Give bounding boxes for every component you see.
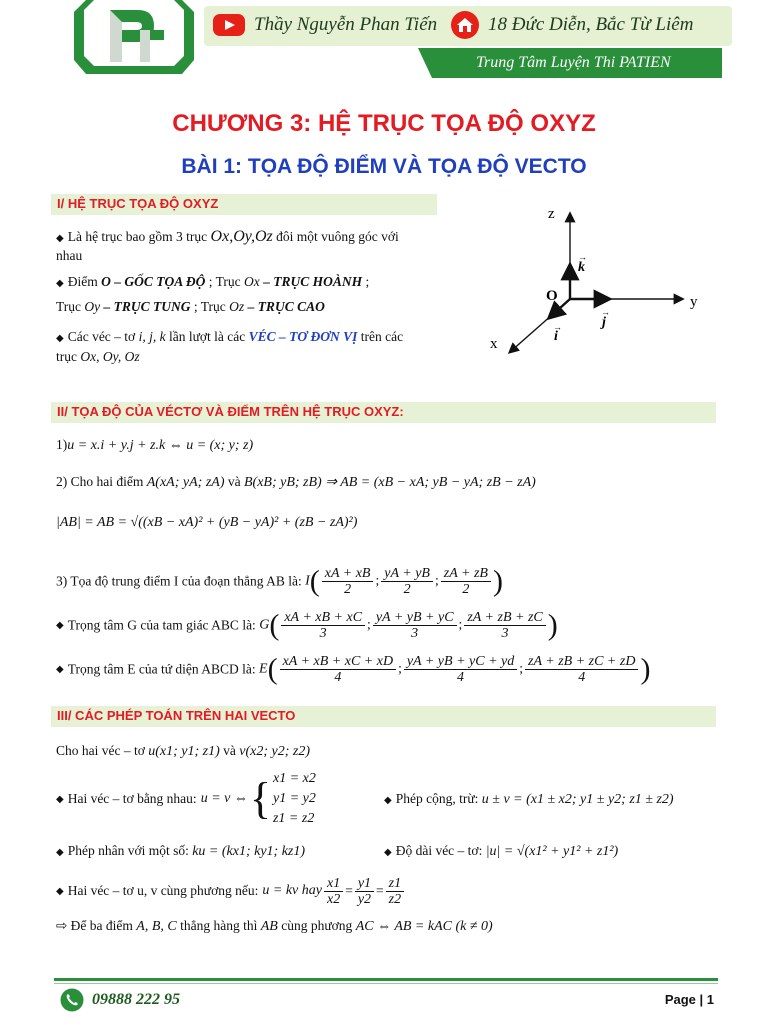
- equal-math: u = v ⇔: [200, 791, 248, 806]
- s1-text: Trục: [56, 299, 82, 314]
- s3-add: ◆ Phép cộng, trừ: u ± v = (x1 ± x2; y1 ± y2; z1 ± z2): [384, 791, 674, 807]
- points-math: A, B, C: [136, 919, 177, 934]
- s1-math: Oz: [229, 299, 245, 314]
- footer-line: [54, 978, 718, 981]
- s1-text: trên các: [360, 329, 404, 344]
- s3-text: ⇨ Để ba điểm: [56, 918, 133, 933]
- k-arrow-icon: →: [578, 252, 587, 262]
- formula-5: ◆ Trọng tâm E của tứ diện ABCD là: E( $\frac{xA + xB + xC + xD}{4}$ ; $\frac{yA + yB + yC + yd}{4}$ ; $\frac{zA + zB + zC + zD}{4}$ ): [56, 652, 651, 686]
- f3-lhs: I: [305, 573, 310, 589]
- center-banner: [418, 48, 722, 78]
- ac-math: AC ⇔ AB = kAC (k ≠ 0): [355, 919, 493, 934]
- f1-number: 1): [56, 437, 68, 452]
- length-math: |u| = √(x1² + y1² + z1²): [485, 844, 619, 859]
- f5-lhs: E: [259, 661, 268, 677]
- footer-page: Page | 1: [664, 992, 714, 1007]
- s3-mul: ◆ Phép nhân với một số: ku = (kx1; ky1; kz1): [56, 843, 306, 859]
- s1-line3: [56, 299, 325, 315]
- s3-intro: [56, 743, 310, 760]
- s3-length: ◆ Độ dài véc – tơ: |u| = √(x1² + y1² + z1²): [384, 843, 619, 859]
- collinear-math: u = kv hay: [262, 883, 322, 898]
- s1-math: Ox, Oy, Oz: [80, 349, 140, 364]
- s1-line1: ◆ Là hệ trục bao gồm 3 trục Ox,Oy,Oz đôi một vuông góc với: [56, 228, 399, 245]
- s3-text: Phép nhân với một số:: [67, 843, 189, 858]
- x-label: x: [490, 336, 498, 352]
- vector-u-math: u(x1; y1; z1): [148, 744, 220, 759]
- s3-text: Hai véc – tơ bằng nhau:: [67, 791, 197, 806]
- vector-ab-math: B(xB; yB; zB) ⇒ AB = (xB − xA; yB − yA; zB − zA): [243, 475, 536, 490]
- ab-math: AB: [260, 919, 278, 934]
- lesson-title: BÀI 1: TỌA ĐỘ ĐIỂM VÀ TỌA ĐỘ VECTO: [181, 155, 587, 178]
- s1-line1b: nhau: [56, 248, 83, 263]
- f2-and: và: [227, 474, 241, 489]
- s3-text: thẳng hàng thì: [180, 918, 258, 933]
- s3-text: Cho hai véc – tơ: [56, 743, 145, 758]
- formula-4: ◆ Trọng tâm G của tam giác ABC là: G( $\frac{xA + xB + xC}{3}$ ; $\frac{yA + yB + yC}{3}$ ; $\frac{zA + zB + zC}{3}$ ): [56, 608, 558, 642]
- f2-text: 2) Cho hai điểm: [56, 474, 144, 489]
- chapter-title: CHƯƠNG 3: HỆ TRỤC TỌA ĐỘ OXYZ: [172, 110, 596, 137]
- teacher-name: Thầy Nguyễn Phan Tiến: [254, 14, 438, 35]
- address: 18 Đức Diễn, Bắc Từ Liêm: [488, 14, 694, 35]
- s1-text: Các véc – tơ: [67, 329, 136, 344]
- s3-collinear-points: [56, 918, 493, 935]
- f4-text: Trọng tâm G của tam giác ABC là:: [67, 617, 256, 633]
- frac: $\frac{yA + yB + yC + yd}{4}$: [404, 654, 517, 685]
- frac: $\frac{zA + zB + zC + zD}{4}$: [525, 654, 638, 685]
- f4-lhs: G: [259, 617, 270, 633]
- equal-system: x1 = x2 y1 = y2 z1 = z2: [272, 771, 316, 826]
- point-a-math: A(xA; yA; zA): [146, 475, 225, 490]
- section1-heading: I/ HỆ TRỤC TỌA ĐỘ OXYZ: [57, 196, 219, 211]
- s3-text: cùng phương: [281, 918, 353, 933]
- frac: $\frac{yA + yB}{2}$: [381, 566, 433, 597]
- center-name: Trung Tâm Luyện Thi PATIEN: [476, 54, 671, 71]
- add-math: u ± v = (x1 ± x2; y1 ± y2; z1 ± z2): [481, 792, 674, 807]
- s1-text: trục: [56, 349, 77, 364]
- s3-text: Độ dài véc – tơ:: [395, 843, 483, 858]
- s1-text: ;: [365, 274, 370, 289]
- frac: $\frac{xA + xB}{2}$: [322, 566, 374, 597]
- s1-text: lần lượt là các: [168, 329, 246, 344]
- logo: [68, 0, 200, 78]
- frac: $\frac{y1}{y2}$: [355, 876, 374, 907]
- section3-heading-bar: [51, 706, 716, 727]
- s1-line2: ◆ Điểm O – GỐC TỌA ĐỘ ; Trục Ox – TRỤC HOÀNH ;: [56, 274, 370, 289]
- formula-length: |AB| = AB = √((xB − xA)² + (yB − yA)² + (zB − zA)²): [56, 515, 358, 530]
- section3-heading: III/ CÁC PHÉP TOÁN TRÊN HAI VECTO: [57, 708, 296, 723]
- s1-math: Oy: [84, 299, 101, 314]
- axes-math: Ox,Oy,Oz: [210, 228, 273, 245]
- footer-line-thin: [54, 983, 718, 984]
- unit-vector-term: VÉC – TƠ ĐƠN VỊ: [248, 329, 358, 344]
- axes-svg: [470, 196, 730, 366]
- s1-line4b: [56, 349, 140, 365]
- s3-collinear: ◆ Hai véc – tơ u, v cùng phương nếu: u = kv hay $\frac{x1}{x2}$ = $\frac{y1}{y2}$ = $\frac{z1}{z2}$: [56, 872, 406, 910]
- phone-icon: [60, 988, 84, 1012]
- z-label: z: [548, 206, 555, 222]
- youtube-icon: [212, 12, 246, 38]
- i-label: i: [554, 329, 558, 344]
- frac: $\frac{x1}{x2}$: [324, 876, 343, 907]
- s1-text: ; Trục: [193, 299, 226, 314]
- s1-line4: ◆ Các véc – tơ i, j, k lần lượt là các VÉC – TƠ ĐƠN VỊ trên các: [56, 329, 404, 344]
- origin-term: O – GỐC TỌA ĐỘ: [101, 274, 206, 289]
- j-label: j: [602, 315, 606, 330]
- formula-2: [56, 474, 536, 491]
- axes-diagram: [470, 196, 730, 366]
- s3-equal: ◆ Hai véc – tơ bằng nhau: u = v ⇔ { x1 = x2 y1 = y2 z1 = z2: [56, 768, 316, 830]
- f5-text: Trọng tâm E của tứ diện ABCD là:: [67, 661, 256, 677]
- vector-v-math: v(x2; y2; z2): [239, 744, 311, 759]
- frac: $\frac{xA + xB + xC + xD}{4}$: [280, 654, 397, 685]
- s1-text: đôi một vuông góc với: [276, 229, 399, 244]
- k-label: k: [578, 260, 585, 275]
- j-arrow-icon: →: [601, 307, 610, 317]
- s3-text: Phép cộng, trừ:: [395, 791, 479, 806]
- s3-text: và: [223, 743, 236, 758]
- formula-3: 3) Tọa độ trung điểm I của đoạn thẳng AB là: I( $\frac{xA + xB}{2}$ ; $\frac{yA + yB}{2}$ ; $\frac{zA + zB}{2}$ ): [56, 564, 503, 598]
- y-label: y: [690, 294, 698, 310]
- formula-1: [56, 437, 253, 454]
- frac: $\frac{zA + zB + zC}{3}$: [464, 610, 545, 641]
- f3-text: 3) Tọa độ trung điểm I của đoạn thẳng AB là:: [56, 573, 302, 589]
- origin-label: O: [546, 288, 558, 304]
- s3-text: Hai véc – tơ u, v cùng phương nếu:: [67, 883, 259, 898]
- frac: $\frac{z1}{z2}$: [386, 876, 404, 907]
- footer-phone: 09888 222 95: [92, 991, 180, 1008]
- ordinate-term: – TRỤC TUNG: [103, 299, 191, 314]
- frac: $\frac{yA + yB + yC}{3}$: [373, 610, 457, 641]
- abscissa-term: – TRỤC HOÀNH: [263, 274, 363, 289]
- s1-text: Điểm: [67, 274, 98, 289]
- height-term: – TRỤC CAO: [247, 299, 325, 314]
- s1-text: ; Trục: [208, 274, 241, 289]
- frac: $\frac{zA + zB}{2}$: [441, 566, 491, 597]
- section2-heading-bar: [51, 402, 716, 423]
- mul-math: ku = (kx1; ky1; kz1): [192, 844, 306, 859]
- section1-heading-bar: [51, 194, 437, 215]
- f1-math: u = x.i + y.j + z.k ⇔ u = (x; y; z): [67, 438, 254, 453]
- unit-vectors-math: i, j, k: [138, 329, 166, 344]
- s1-text: Là hệ trục bao gồm 3 trục: [67, 229, 208, 244]
- frac: $\frac{xA + xB + xC}{3}$: [281, 610, 365, 641]
- section2-heading: II/ TỌA ĐỘ CỦA VÉCTƠ VÀ ĐIỂM TRÊN HỆ TRỤC OXYZ:: [57, 404, 404, 419]
- s1-math: Ox: [244, 274, 260, 289]
- logo-icon: [68, 0, 200, 78]
- i-arrow-icon: →: [553, 322, 562, 332]
- home-icon: [450, 10, 480, 40]
